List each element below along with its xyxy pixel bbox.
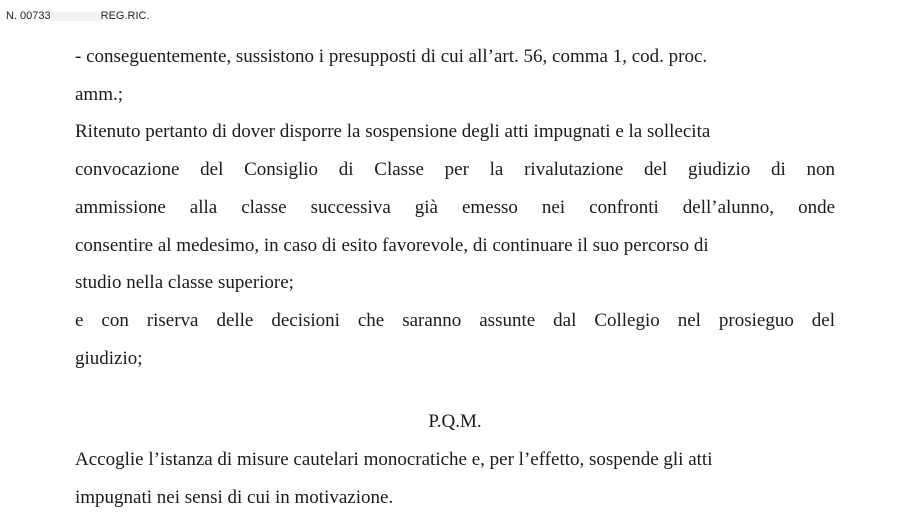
- case-number: N. 00733: [6, 10, 51, 22]
- text-line: Ritenuto pertanto di dover disporre la sospensione degli atti impugnati e la sollecita: [75, 121, 711, 143]
- redacted-field: [51, 12, 101, 21]
- register-label: REG.RIC.: [100, 10, 150, 22]
- text-line: convocazione del Consiglio di Classe per la rivalutazione del giudizio di non: [75, 159, 835, 181]
- text-line: giudizio;: [75, 347, 143, 369]
- text-line: amm.;: [75, 83, 124, 105]
- pqm-heading: P.Q.M.: [428, 411, 482, 433]
- closing-line: Accoglie l’istanza di misure cautelari monocratiche e, per l’effetto, sospende gli atti: [75, 449, 713, 471]
- text-line: - conseguentemente, sussistono i presupposti di cui all’art. 56, comma 1, cod. proc.: [75, 46, 708, 67]
- case-number-header: [6, 10, 150, 22]
- closing-line: impugnati nei sensi di cui in motivazione.: [75, 486, 394, 508]
- text-line: studio nella classe superiore;: [75, 272, 294, 294]
- text-line: e con riserva delle decisioni che saranno assunte dal Collegio nel prosieguo del: [75, 309, 835, 331]
- text-line: ammissione alla classe successiva già emesso nei confronti dell’alunno, onde: [75, 196, 835, 218]
- text-line: consentire al medesimo, in caso di esito favorevole, di continuare il suo percorso di: [75, 234, 709, 256]
- document-body: [75, 38, 835, 516]
